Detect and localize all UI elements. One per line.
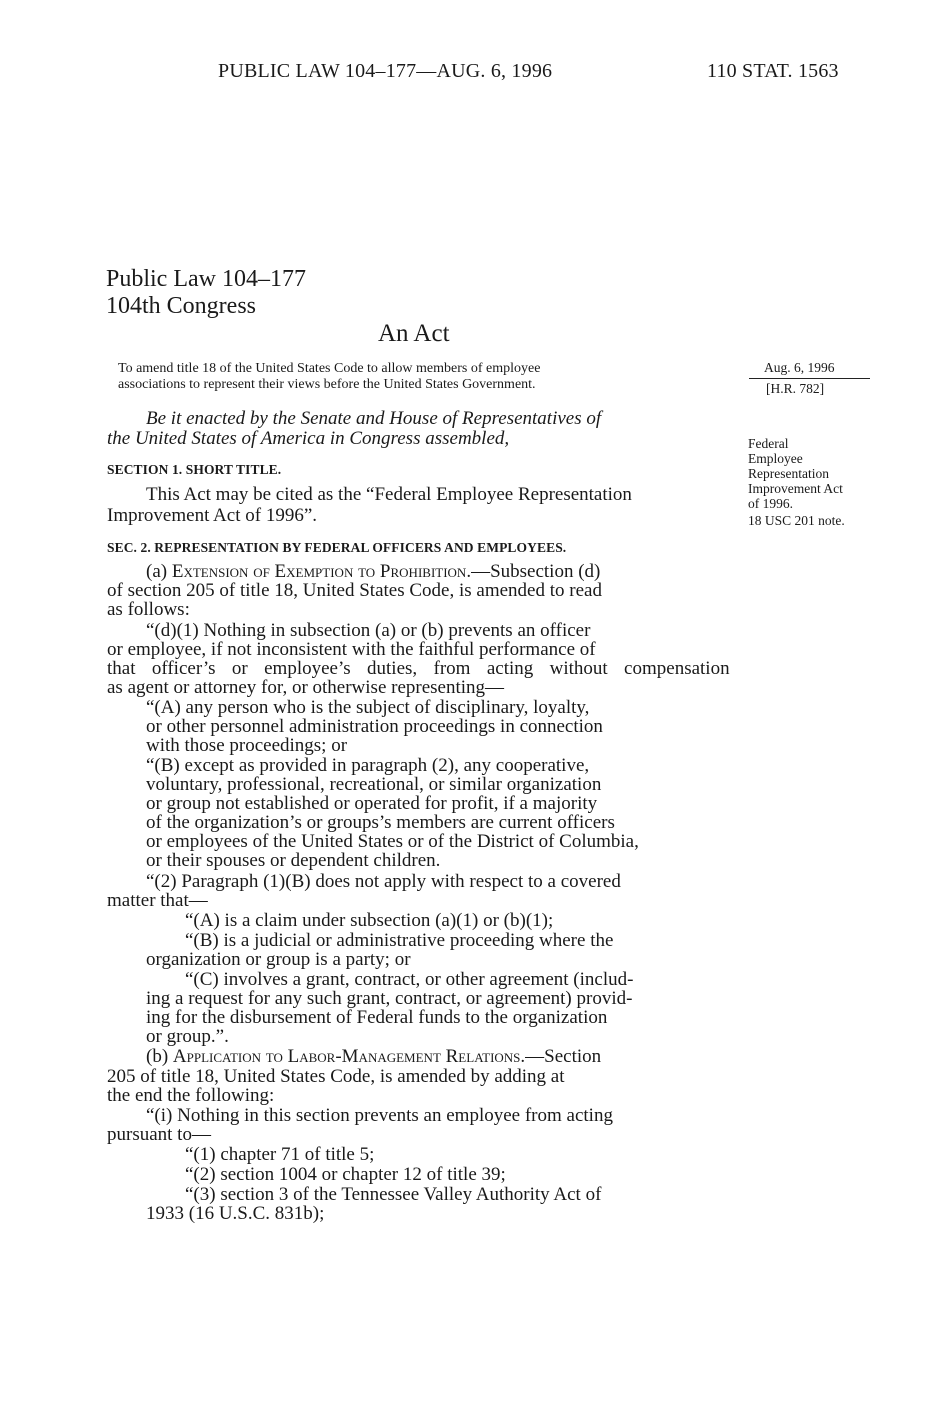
body-line: “(3) section 3 of the Tennessee Valley Authority Act of [185, 1184, 602, 1205]
section-heading: SECTION 1. SHORT TITLE. [107, 462, 282, 477]
act-heading: An Act [378, 320, 450, 347]
section-heading: SEC. 2. REPRESENTATION BY FEDERAL OFFICERS AND EMPLOYEES. [107, 540, 567, 555]
body-line: 205 of title 18, United States Code, is amended by adding at [107, 1066, 565, 1087]
body-line: or their spouses or dependent children. [146, 850, 441, 871]
purpose-line: To amend title 18 of the United States Code to allow members of employee [118, 361, 541, 376]
margin-note-line: Federal [748, 436, 789, 451]
body-line: “(i) Nothing in this section prevents an employee from acting [146, 1105, 613, 1126]
subsection-label: (b) [146, 1046, 173, 1067]
body-line: This Act may be cited as the “Federal Employee Representation [146, 484, 632, 505]
subsection-lead-text: .—Section [520, 1046, 602, 1067]
body-line: “(2) section 1004 or chapter 12 of title 39; [185, 1164, 506, 1185]
subsection-lead-text: .—Subsection (d) [466, 561, 601, 582]
body-line: as agent or attorney for, or otherwise representing— [107, 677, 505, 698]
body-line: that officer’s or employee’s duties, from acting without compensation [107, 658, 730, 679]
body-line: or group not established or operated for profit, if a majority [146, 793, 598, 814]
purpose-line: associations to represent their views before the United States Government. [118, 377, 536, 392]
body-line: pursuant to— [107, 1124, 211, 1145]
body-line: “(B) is a judicial or administrative proceeding where the [185, 930, 614, 951]
margin-note-line: Improvement Act [748, 481, 843, 496]
congress-label: 104th Congress [106, 293, 256, 319]
body-line: or employees of the United States or of the District of Columbia, [146, 831, 639, 852]
subsection-label: (a) [146, 561, 172, 582]
body-line: ing for the disbursement of Federal funds to the organization [146, 1007, 608, 1028]
body-line: “(C) involves a grant, contract, or other agreement (includ- [185, 969, 634, 990]
law-number: Public Law 104–177 [106, 266, 306, 292]
body-line: or other personnel administration proceedings in connection [146, 716, 603, 737]
body-line: or group.”. [146, 1026, 229, 1047]
body-line: “(B) except as provided in paragraph (2), any cooperative, [146, 755, 590, 776]
body-line: 1933 (16 U.S.C. 831b); [146, 1203, 325, 1224]
body-line: with those proceedings; or [146, 735, 348, 756]
body-line: ing a request for any such grant, contract, or agreement) provid- [146, 988, 633, 1009]
margin-bill-number: [H.R. 782] [766, 381, 825, 396]
body-line: matter that— [107, 890, 208, 911]
margin-rule [749, 378, 870, 379]
subsection-caption: Application to Labor-Management Relations [172, 1046, 521, 1067]
body-line: Improvement Act of 1996”. [107, 505, 318, 526]
body-line: “(A) is a claim under subsection (a)(1) or (b)(1); [185, 910, 554, 931]
enacting-clause-line: the United States of America in Congress assembled, [107, 428, 510, 449]
margin-note-line: 18 USC 201 note. [748, 513, 845, 528]
margin-date: Aug. 6, 1996 [764, 360, 835, 375]
running-header-left: PUBLIC LAW 104–177—AUG. 6, 1996 [218, 60, 553, 82]
body-line: “(1) chapter 71 of title 5; [185, 1144, 375, 1165]
body-line: “(2) Paragraph (1)(B) does not apply with respect to a covered [146, 871, 621, 892]
body-line: the end the following: [107, 1085, 275, 1106]
body-line: voluntary, professional, recreational, or similar organization [146, 774, 602, 795]
running-header-page: 110 STAT. 1563 [707, 60, 839, 82]
body-line: organization or group is a party; or [146, 949, 411, 970]
margin-note-line: Representation [748, 466, 829, 481]
margin-note-line: of 1996. [748, 496, 793, 511]
body-line: as follows: [107, 599, 190, 620]
body-line: “(A) any person who is the subject of disciplinary, loyalty, [146, 697, 590, 718]
enacting-clause-line: Be it enacted by the Senate and House of Representatives of [146, 408, 602, 429]
margin-note-line: Employee [748, 451, 803, 466]
body-line: or employee, if not inconsistent with the faithful performance of [107, 639, 596, 660]
subsection-b-lead [146, 1046, 601, 1068]
body-line: of the organization’s or groups’s members are current officers [146, 812, 615, 833]
body-line: “(d)(1) Nothing in subsection (a) or (b) prevents an officer [146, 620, 591, 641]
body-line: of section 205 of title 18, United States Code, is amended to read [107, 580, 602, 601]
subsection-caption: Extension of Exemption to Prohibition [171, 561, 467, 582]
